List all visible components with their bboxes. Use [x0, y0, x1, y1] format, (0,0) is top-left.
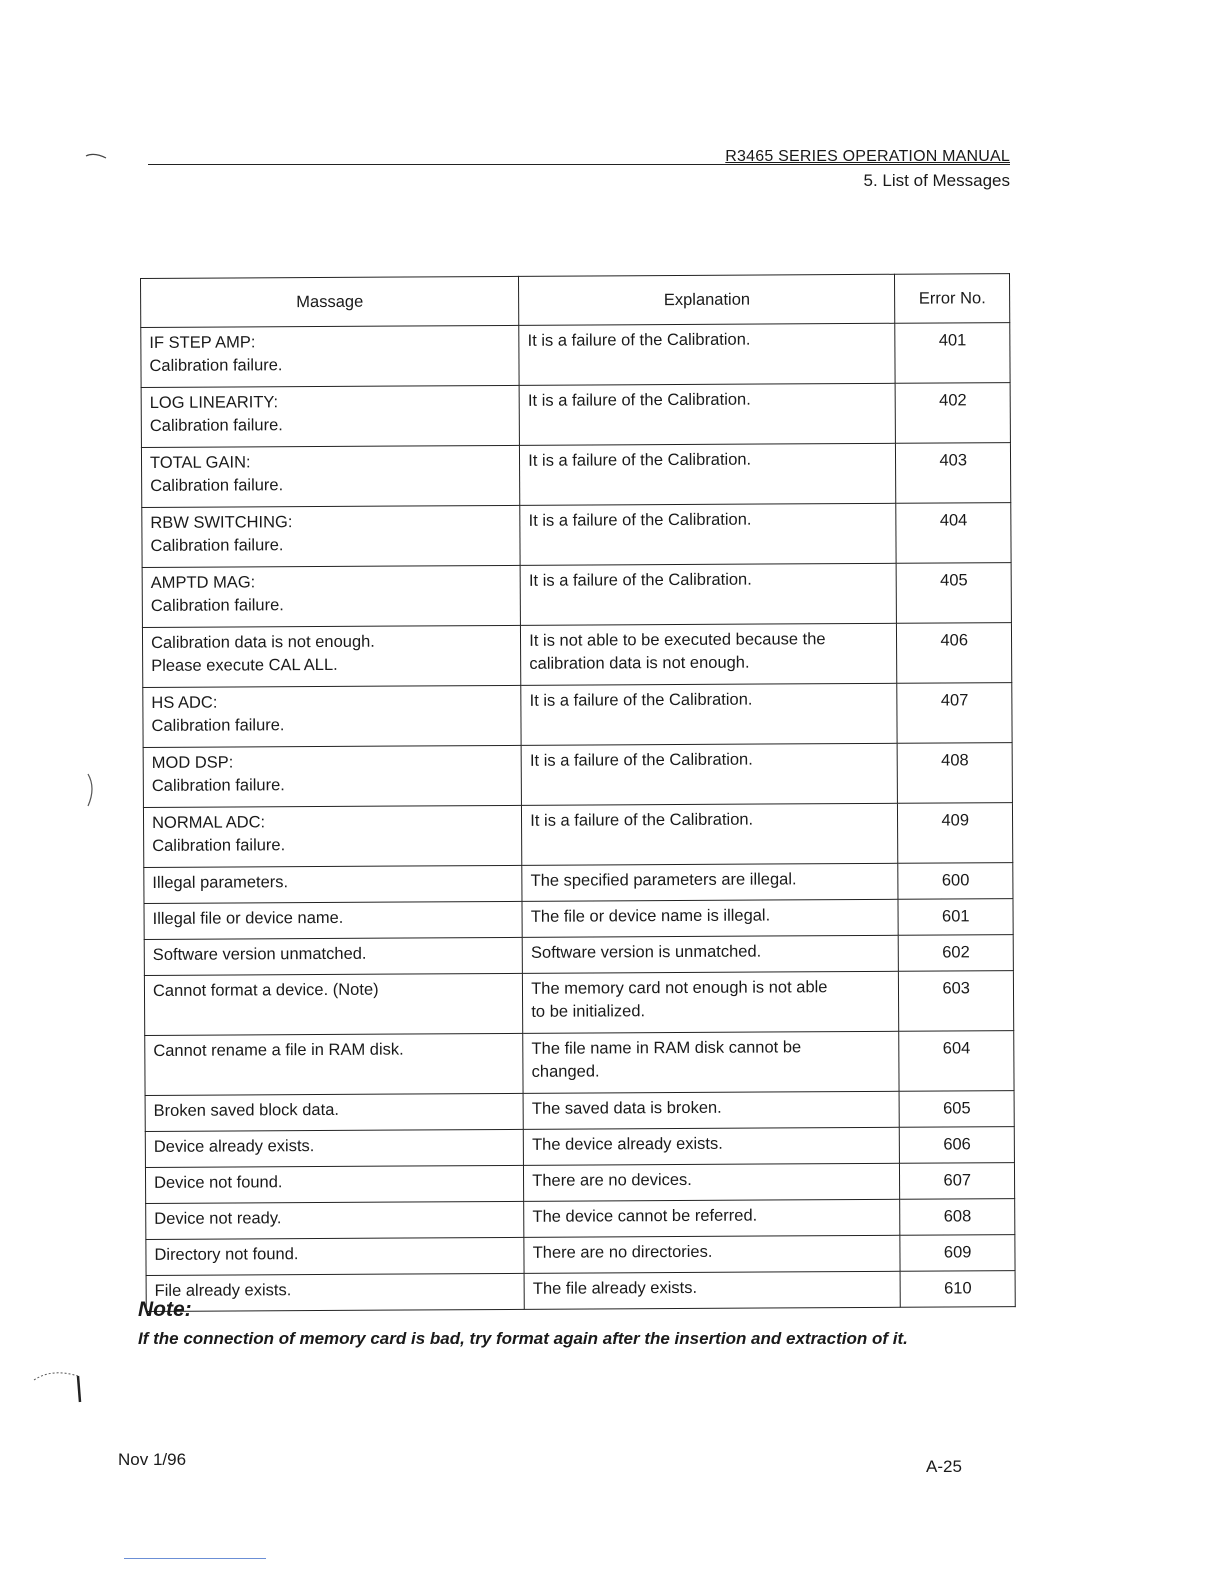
message-cell-line: Cannot rename a file in RAM disk.	[153, 1040, 404, 1060]
message-cell-line: Device already exists.	[153, 1137, 315, 1156]
message-cell-line: Calibration failure.	[152, 836, 286, 855]
table-row	[142, 623, 1011, 688]
error-code-cell: 605	[899, 1091, 1014, 1128]
explanation-cell	[522, 935, 898, 973]
message-cell	[146, 1237, 524, 1275]
message-cell	[142, 505, 521, 567]
table-row	[144, 971, 1013, 1036]
explanation-cell	[524, 1199, 900, 1237]
error-code-cell: 604	[899, 1031, 1014, 1092]
error-code-cell: 403	[896, 443, 1011, 504]
table-row	[146, 1271, 1015, 1312]
message-cell-line: Calibration failure.	[150, 476, 284, 495]
error-code-cell: 407	[897, 683, 1012, 744]
message-cell	[142, 565, 521, 627]
error-code-cell: 607	[900, 1163, 1015, 1200]
message-cell-line: Calibration failure.	[151, 716, 285, 735]
explanation-cell-line: The specified parameters are illegal.	[530, 870, 797, 890]
explanation-cell	[521, 623, 898, 685]
manual-title: R3465 SERIES OPERATION MANUAL	[725, 148, 1010, 165]
message-cell-line: Illegal parameters.	[152, 873, 289, 892]
explanation-cell-line: It is a failure of the Calibration.	[528, 510, 752, 530]
explanation-cell	[520, 443, 897, 505]
table-row	[141, 323, 1010, 388]
scan-mark-icon	[30, 1366, 86, 1406]
message-cell-line: Calibration failure.	[149, 356, 283, 375]
explanation-cell-line: It is a failure of the Calibration.	[527, 390, 751, 410]
error-code-cell: 603	[899, 971, 1014, 1032]
error-code-cell: 609	[900, 1235, 1015, 1272]
message-cell-line: Illegal file or device name.	[152, 908, 344, 928]
explanation-cell-line: It is a failure of the Calibration.	[527, 330, 751, 350]
section-title: 5. List of Messages	[863, 171, 1010, 190]
table-row	[143, 743, 1012, 808]
message-cell-line: Calibration failure.	[150, 536, 284, 555]
explanation-cell-line: It is not able to be executed because the	[529, 630, 826, 650]
message-cell-line: TOTAL GAIN:	[149, 453, 251, 472]
explanation-cell-line: changed.	[531, 1062, 600, 1081]
message-cell-line: Calibration failure.	[151, 776, 285, 795]
explanation-cell	[523, 971, 900, 1033]
explanation-cell	[520, 563, 897, 625]
table-body	[141, 323, 1015, 1312]
message-cell	[144, 901, 522, 939]
note-text: If the connection of memory card is bad, try format again after the insertion and extraction of it.	[138, 1329, 908, 1348]
explanation-cell	[521, 683, 898, 745]
table-row	[145, 1031, 1014, 1096]
message-cell-line: HS ADC:	[151, 693, 218, 712]
message-cell-line: Broken saved block data.	[153, 1100, 339, 1120]
message-cell	[146, 1273, 524, 1311]
message-cell	[143, 685, 522, 747]
table-row	[143, 803, 1012, 868]
explanation-cell-line: There are no directories.	[532, 1242, 713, 1262]
explanation-cell-line: The file name in RAM disk cannot be	[531, 1038, 802, 1058]
table-row	[144, 899, 1013, 940]
message-cell-line: IF STEP AMP:	[149, 333, 256, 352]
table-row	[142, 503, 1011, 568]
message-cell-line: File already exists.	[154, 1281, 292, 1300]
error-code-cell: 606	[900, 1127, 1015, 1164]
explanation-cell	[524, 1163, 900, 1201]
message-cell	[143, 805, 522, 867]
explanation-cell-line: Software version is unmatched.	[530, 942, 762, 962]
explanation-cell	[519, 323, 896, 385]
message-cell-line: Device not ready.	[154, 1209, 282, 1228]
table-row	[144, 863, 1013, 904]
message-cell-line: LOG LINEARITY:	[149, 393, 279, 412]
explanation-cell	[519, 383, 896, 445]
error-code-cell: 610	[900, 1271, 1015, 1308]
explanation-cell	[523, 1127, 899, 1165]
table-row	[144, 935, 1013, 976]
explanation-cell-line: calibration data is not enough.	[529, 653, 750, 673]
message-cell	[144, 865, 522, 903]
message-cell	[145, 1033, 524, 1095]
message-cell	[144, 937, 522, 975]
explanation-cell	[522, 803, 899, 865]
explanation-cell-line: The file already exists.	[532, 1278, 698, 1298]
message-cell-line: Please execute CAL ALL.	[151, 655, 338, 675]
table-row	[146, 1199, 1015, 1240]
explanation-cell	[524, 1271, 900, 1309]
scan-mark-icon	[84, 770, 98, 810]
message-cell-line: NORMAL ADC:	[151, 813, 266, 832]
message-cell	[144, 973, 523, 1035]
explanation-cell-line: The saved data is broken.	[531, 1098, 722, 1118]
message-cell-line: Cannot format a device. (Note)	[152, 980, 379, 1000]
error-code-cell: 402	[896, 383, 1011, 444]
explanation-cell	[522, 899, 898, 937]
explanation-cell-line: The device already exists.	[532, 1134, 723, 1154]
explanation-cell-line: It is a failure of the Calibration.	[530, 810, 754, 830]
table-row	[143, 683, 1012, 748]
message-cell	[142, 625, 521, 687]
explanation-cell-line: It is a failure of the Calibration.	[528, 450, 752, 470]
error-code-cell: 404	[896, 503, 1011, 564]
explanation-cell	[522, 863, 898, 901]
message-cell-line: Software version unmatched.	[152, 944, 367, 964]
table-row	[142, 563, 1011, 628]
scan-edge-line	[124, 1558, 266, 1559]
message-table	[140, 273, 1016, 1312]
message-cell-line: Calibration data is not enough.	[150, 632, 375, 652]
explanation-cell-line: It is a failure of the Calibration.	[529, 690, 753, 710]
explanation-cell-line: It is a failure of the Calibration.	[529, 750, 753, 770]
message-cell-line: Directory not found.	[154, 1245, 299, 1264]
message-cell	[143, 745, 522, 807]
explanation-cell-line: The file or device name is illegal.	[530, 906, 771, 926]
table-row	[145, 1091, 1014, 1132]
message-cell	[141, 445, 520, 507]
explanation-cell	[523, 1031, 900, 1093]
table-row	[145, 1163, 1014, 1204]
table-row	[145, 1127, 1014, 1168]
footer-date: Nov 1/96	[118, 1450, 187, 1469]
message-cell	[145, 1129, 523, 1167]
explanation-cell	[523, 1091, 899, 1129]
message-cell	[145, 1165, 523, 1203]
error-code-cell: 401	[895, 323, 1010, 384]
message-cell-line: Calibration failure.	[149, 416, 283, 435]
message-cell-line: Device not found.	[154, 1173, 283, 1192]
table-row	[141, 443, 1010, 508]
table-row	[141, 383, 1010, 448]
column-header-message: Massage	[141, 276, 519, 327]
message-cell-line: Calibration failure.	[150, 596, 284, 615]
error-code-cell: 409	[898, 803, 1013, 864]
message-cell	[145, 1093, 523, 1131]
note-title: Note:	[138, 1298, 192, 1321]
message-cell	[141, 325, 520, 387]
explanation-cell-line: There are no devices.	[532, 1170, 692, 1190]
error-code-cell: 600	[898, 863, 1013, 900]
explanation-cell	[524, 1235, 900, 1273]
message-cell	[146, 1201, 524, 1239]
explanation-cell-line: The device cannot be referred.	[532, 1206, 758, 1226]
error-code-cell: 406	[897, 623, 1012, 684]
message-cell-line: RBW SWITCHING:	[150, 513, 293, 532]
page-number: A-25	[926, 1457, 962, 1476]
column-header-explanation: Explanation	[519, 274, 895, 325]
scan-mark-icon	[84, 150, 108, 162]
message-cell-line: AMPTD MAG:	[150, 573, 256, 592]
error-code-cell: 602	[899, 935, 1014, 972]
explanation-cell	[521, 743, 898, 805]
table-header-row	[141, 274, 1010, 328]
explanation-cell-line: It is a failure of the Calibration.	[528, 570, 752, 590]
explanation-cell-line: The memory card not enough is not able	[531, 978, 828, 998]
table-row	[146, 1235, 1015, 1276]
explanation-cell-line: to be initialized.	[531, 1002, 646, 1021]
message-cell	[141, 385, 520, 447]
error-code-cell: 608	[900, 1199, 1015, 1236]
error-code-cell: 601	[898, 899, 1013, 936]
explanation-cell	[520, 503, 897, 565]
error-code-cell: 408	[898, 743, 1013, 804]
message-cell-line: MOD DSP:	[151, 753, 234, 772]
error-code-cell: 405	[897, 563, 1012, 624]
column-header-error-no: Error No.	[895, 274, 1010, 324]
